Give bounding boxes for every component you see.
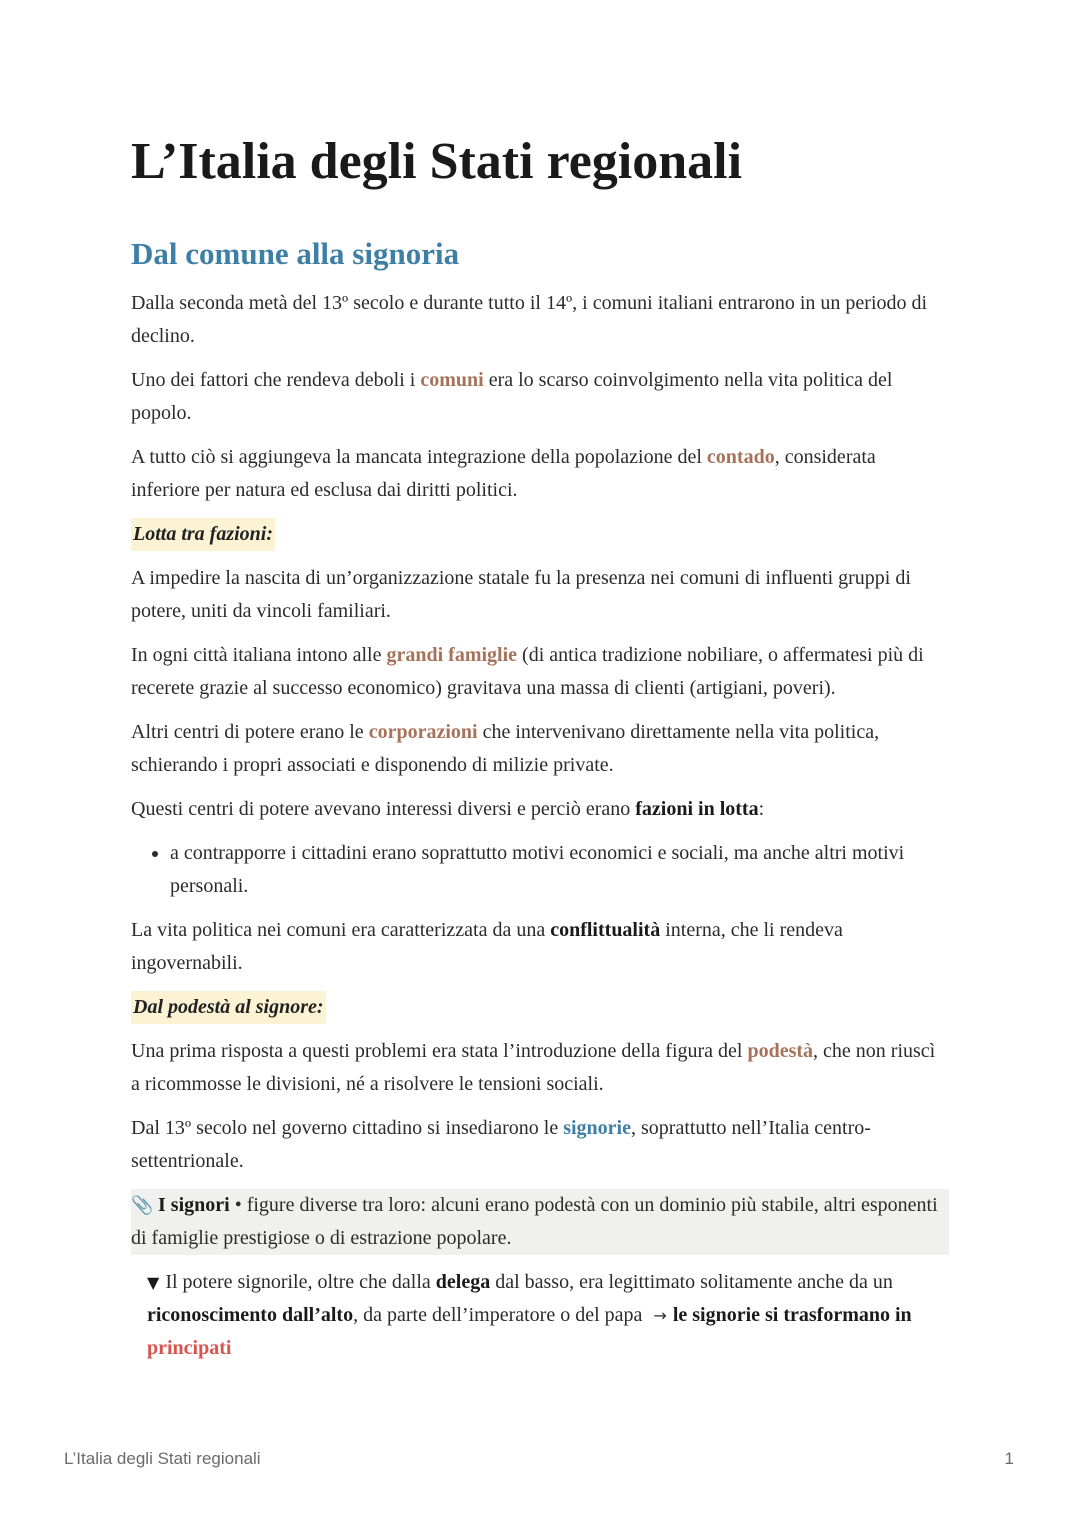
list-item: • a contrapporre i cittadini erano soprattutto motivi economici e sociali, ma anche altri motivi personali.: [170, 837, 949, 903]
keyword-comuni: comuni: [420, 369, 484, 391]
section-heading: Dal comune alla signoria: [131, 236, 460, 271]
keyword-contado: contado: [706, 446, 775, 468]
bold-fazioni: fazioni in lotta: [635, 798, 759, 820]
keyword-grandi-famiglie: grandi famiglie: [386, 644, 518, 666]
keyword-podesta: podestà: [747, 1040, 814, 1062]
triangle-down-icon[interactable]: ▼: [147, 1273, 160, 1292]
subheading-podesta: Dal podestà al signore:: [131, 991, 949, 1024]
bold-conflittualita: conflittualità: [550, 919, 661, 941]
page-number: 1: [1004, 1449, 1014, 1468]
arrow-right-icon: →: [653, 1306, 667, 1325]
paragraph-2: Uno dei fattori che rendeva deboli i comuni era lo scarso coinvolgimento nella vita politica del popolo.: [131, 369, 893, 424]
callout-box: 📎 I signori • figure diverse tra loro: alcuni erano podestà con un dominio più stabile, altri esponenti di famiglie prestigiose o di estrazione popolare.: [131, 1189, 949, 1255]
bullet-list: [131, 837, 949, 903]
paragraph-6: Altri centri di potere erano le corporazioni che intervenivano direttamente nella vita politica, schierando i propri associati e disponendo di milizie private.: [131, 721, 880, 776]
paperclip-icon: 📎: [131, 1195, 154, 1216]
callout-bold: I signori: [158, 1194, 230, 1216]
paragraph-4: A impedire la nascita di un’organizzazione statale fu la presenza nei comuni di influenti gruppi di potere, uniti da vincoli familiari.: [131, 567, 911, 622]
keyword-corporazioni: corporazioni: [368, 721, 478, 743]
paragraph-1: Dalla seconda metà del 13º secolo e durante tutto il 14º, i comuni italiani entrarono in un periodo di declino.: [131, 292, 928, 347]
subheading-lotta: Lotta tra fazioni:: [131, 518, 949, 551]
paragraph-9: Una prima risposta a questi problemi era stata l’introduzione della figura del podestà, che non riuscì a ricommosse le divisioni, né a risolvere le tensioni sociali.: [131, 1040, 936, 1095]
content-body: [131, 287, 949, 1365]
keyword-principati: principati: [147, 1337, 232, 1359]
keyword-signorie: signorie: [563, 1117, 631, 1139]
paragraph-5: In ogni città italiana intono alle grandi famiglie (di antica tradizione nobiliare, o affermatesi più di recerete grazie al successo economico) gravitava una massa di clienti (artigiani, poveri).: [131, 644, 924, 699]
paragraph-3: A tutto ciò si aggiungeva la mancata integrazione della popolazione del contado, considerata inferiore per natura ed esclusa dai diritti politici.: [131, 446, 876, 501]
paragraph-10: Dal 13º secolo nel governo cittadino si insediarono le signorie, soprattutto nell’Italia centro-settentrionale.: [131, 1117, 871, 1172]
paragraph-8: La vita politica nei comuni era caratterizzata da una conflittualità interna, che li rendeva ingovernabili.: [131, 919, 843, 974]
page-title: L’Italia degli Stati regionali: [131, 133, 743, 190]
footer-title: L’Italia degli Stati regionali: [64, 1449, 261, 1468]
paragraph-7: Questi centri di potere avevano interessi diversi e perciò erano fazioni in lotta:: [131, 798, 765, 820]
toggle-block[interactable]: ▼ Il potere signorile, oltre che dalla delega dal basso, era legittimato solitamente anche da un riconoscimento dall’alto, da parte dell’imperatore o del papa → le signorie si trasformano in principati: [147, 1271, 912, 1359]
